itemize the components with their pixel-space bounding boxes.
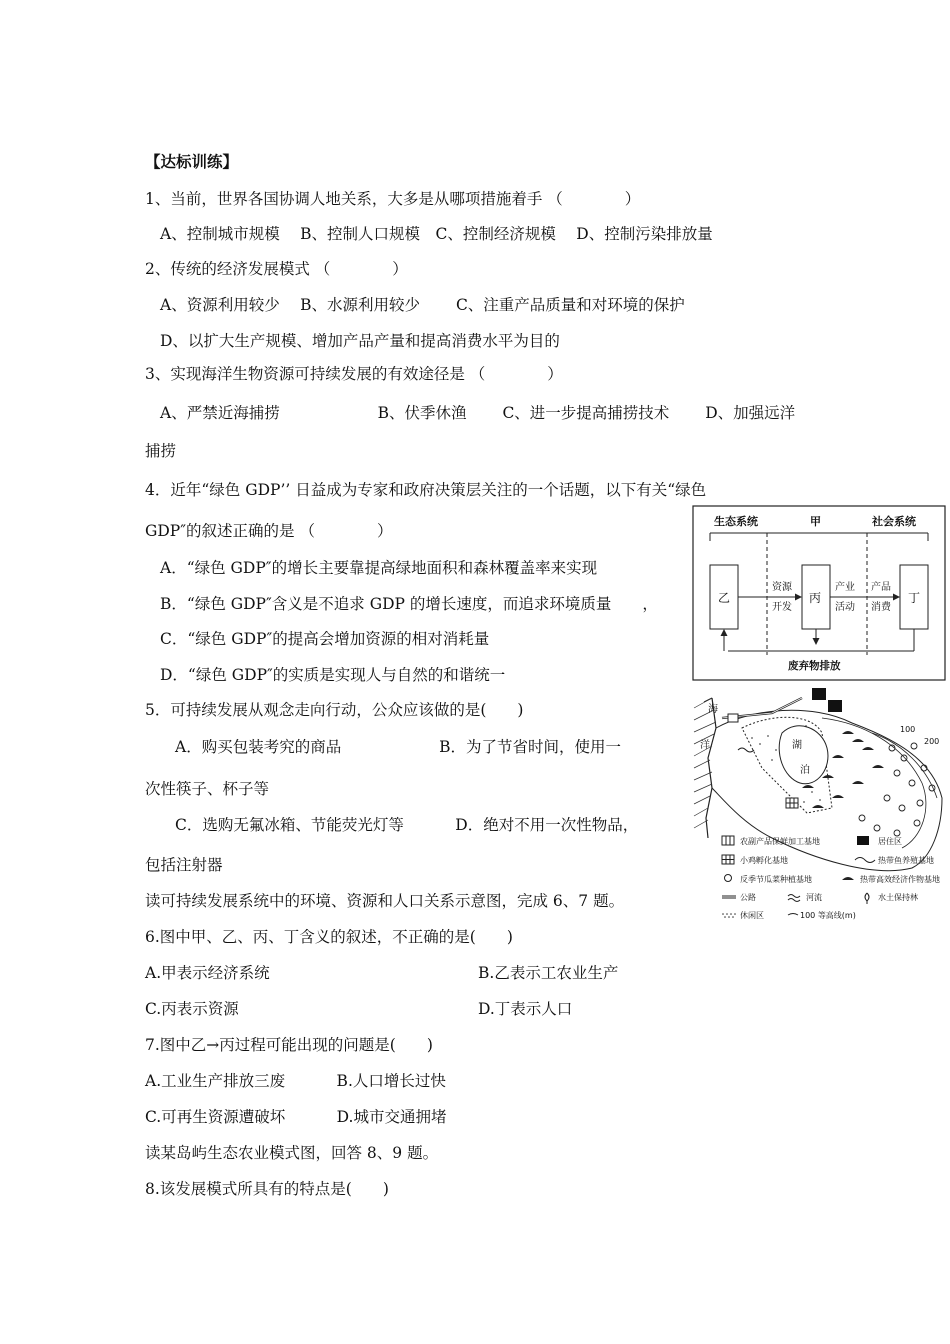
legend-vegetable-icon	[725, 875, 732, 882]
legend-processing-icon	[722, 836, 734, 845]
legend-fish-icon	[855, 858, 875, 863]
question-4-option-a: A．“绿色 GDP″的增长主要靠提高绿地面积和森林覆盖率来实现	[160, 559, 598, 577]
map-lake-2: 泊	[800, 765, 810, 776]
question-1-options: A、控制城市规模 B、控制人口规模 C、控制经济规模 D、控制污染排放量	[160, 225, 713, 243]
system-diagram	[692, 505, 946, 681]
legend-road: 公路	[740, 893, 756, 902]
question-5: 5．可持续发展从观念走向行动，公众应该做的是( )	[145, 701, 524, 719]
legend-crop: 热带高效经济作物基地	[860, 875, 940, 884]
diagram-left-title: 生态系统	[714, 515, 758, 528]
legend-leisure: 休闲区	[740, 911, 764, 920]
legend-river-icon	[788, 895, 800, 902]
legend-crop-icon	[842, 877, 854, 880]
question-1: 1、当前，世界各国协调人地关系，大多是从哪项措施着手 （ ）	[145, 190, 641, 208]
arrow-label-resource: 资源	[772, 582, 792, 593]
map-sea-1: 海	[708, 704, 718, 715]
question-7-options-cd: C.可再生资源遭破坏 D.城市交通拥堵	[145, 1108, 447, 1126]
legend-forest-icon	[865, 893, 869, 904]
question-2-options-1: A、资源利用较少 B、水源利用较少 C、注重产品质量和对环境的保护	[160, 296, 685, 314]
question-3-options: A、严禁近海捕捞 B、伏季休渔 C、进一步提高捕捞技术 D、加强远洋	[160, 404, 796, 422]
legend-residential: 居住区	[878, 837, 902, 846]
intro-6-7: 读可持续发展系统中的环境、资源和人口关系示意图，完成 6、7 题。	[145, 892, 625, 910]
arrow-label-develop: 开发	[772, 602, 792, 613]
diagram-box-yi: 乙	[718, 591, 731, 605]
question-3-continued: 捕捞	[145, 442, 177, 460]
question-2: 2、传统的经济发展模式 （ ）	[145, 260, 408, 278]
diagram-box-ding: 丁	[908, 591, 921, 605]
diagram-mid-title: 甲	[810, 515, 821, 528]
question-4-option-d: D．“绿色 GDP″的实质是实现人与自然的和谐统一	[160, 666, 506, 684]
section-heading: 【达标训练】	[145, 152, 239, 171]
residential-block-icon	[828, 700, 842, 712]
question-7: 7.图中乙→丙过程可能出现的问题是( )	[145, 1036, 433, 1054]
map-contour-100: 100	[900, 725, 916, 734]
question-6: 6.图中甲、乙、丙、丁含义的叙述，不正确的是( )	[145, 928, 513, 946]
question-3: 3、实现海洋生物资源可持续发展的有效途径是 （ ）	[145, 365, 563, 383]
question-4-option-c: C．“绿色 GDP″的提高会增加资源的相对消耗量	[160, 630, 490, 648]
diagram-right-title: 社会系统	[872, 515, 916, 528]
question-5-options-cd-continued: 包括注射器	[145, 856, 223, 874]
question-8: 8.该发展模式所具有的特点是( )	[145, 1180, 389, 1198]
question-4-option-b: B．“绿色 GDP″含义是不追求 GDP 的增长速度，而追求环境质量 ，	[160, 595, 658, 613]
legend-processing: 农副产品保鲜加工基地	[740, 837, 820, 846]
arrow-label-product: 产品	[871, 582, 891, 593]
question-7-options-ab: A.工业生产排放三废 B.人口增长过快	[145, 1072, 446, 1090]
legend-vegetable: 反季节瓜菜种植基地	[740, 875, 812, 884]
arrow-label-activity: 活动	[835, 602, 855, 613]
map-lake-1: 湖	[792, 740, 802, 751]
question-6-option-c: C.丙表示资源	[145, 1000, 239, 1018]
legend-forest: 水土保持林	[878, 893, 918, 902]
legend-contour-icon	[788, 914, 798, 916]
island-agriculture-map	[692, 688, 946, 938]
diagram-bottom-label: 废弃物排放	[788, 660, 841, 672]
legend-contour: 100 等高线(m)	[800, 911, 856, 920]
question-5-options-cd: C．选购无氟冰箱、节能荧光灯等 D．绝对不用一次性物品，	[175, 816, 639, 834]
diagram-box-bing: 丙	[809, 591, 822, 605]
question-6-option-a: A.甲表示经济系统	[145, 964, 270, 982]
arrow-label-industry: 产业	[835, 582, 855, 593]
legend-river: 河流	[806, 893, 822, 902]
question-5-options-ab-continued: 次性筷子、杯子等	[145, 780, 270, 798]
legend-fish: 热带鱼养殖基地	[878, 856, 934, 865]
question-4-continued: GDP″的叙述正确的是 （ ）	[145, 522, 393, 540]
map-sea-2: 洋	[700, 740, 710, 751]
map-contour-200: 200	[924, 737, 940, 746]
question-5-options-ab: A．购买包装考究的商品 B．为了节省时间，使用一	[175, 738, 622, 756]
residential-block-icon	[812, 688, 826, 700]
legend-hatchery: 小鸡孵化基地	[740, 856, 788, 865]
question-6-option-b: B.乙表示工农业生产	[478, 964, 619, 982]
legend-residential-icon	[857, 836, 869, 845]
question-6-option-d: D.丁表示人口	[478, 1000, 573, 1018]
legend-leisure-icon	[722, 913, 736, 918]
question-4: 4．近年“绿色 GDP’’ 日益成为专家和政府决策层关注的一个话题，以下有关“绿色	[145, 481, 707, 499]
question-2-options-2: D、以扩大生产规模、增加产品产量和提高消费水平为目的	[160, 332, 560, 350]
intro-8-9: 读某岛屿生态农业模式图，回答 8、9 题。	[145, 1144, 439, 1162]
arrow-label-consume: 消费	[871, 602, 891, 613]
